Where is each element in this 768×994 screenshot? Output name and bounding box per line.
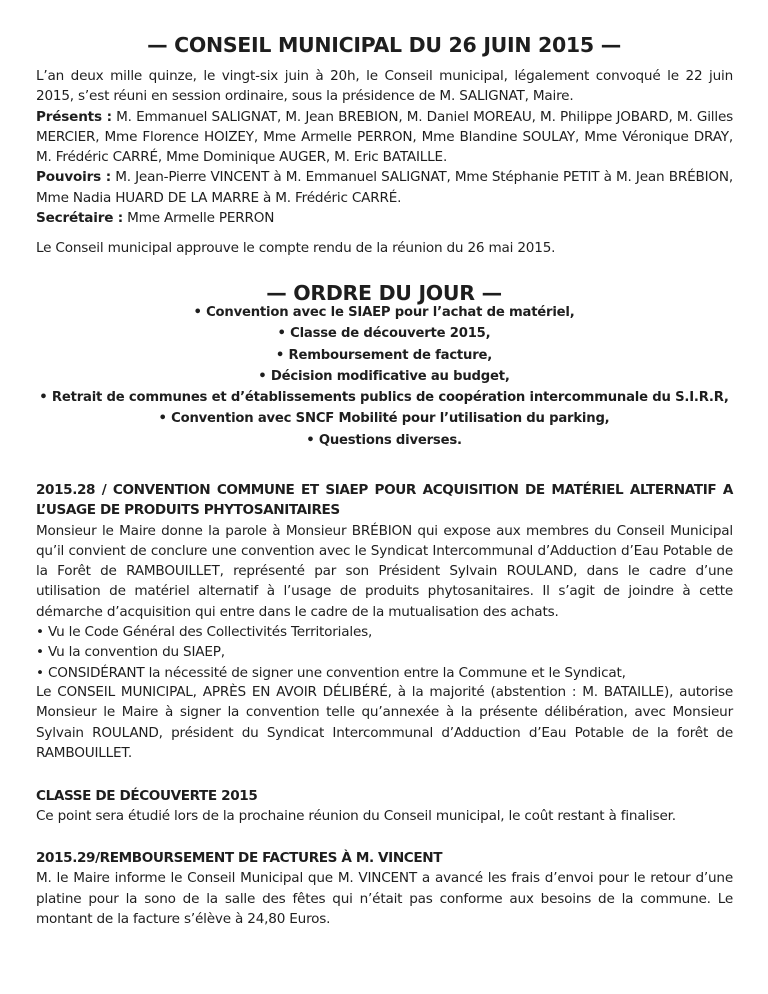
section-heading: 2015.28 / CONVENTION COMMUNE ET SIAEP POUR ACQUISITION DE MATÉRIEL ALTERNATIF A L’USAGE DE PRODUITS PHYTOSANITAIRES (36, 482, 733, 519)
agenda-item: • Retrait de communes et d’établissements publics de coopération intercommunale du S.I.R.R, (39, 390, 729, 406)
presents-label: Présents : (36, 108, 112, 125)
presents-paragraph (36, 107, 733, 168)
consideration-item: • Vu le Code Général des Collectivités Territoriales, (36, 622, 733, 642)
approval-statement: Le Conseil municipal approuve le compte rendu de la réunion du 26 mai 2015. (36, 240, 556, 256)
section-remboursement (36, 848, 733, 929)
intro-opening: L’an deux mille quinze, le vingt-six juin à 20h, le Conseil municipal, légalement convoqué le 22 juin 2015, s’est réuni en session ordinaire, sous la présidence de M. SALIGNAT, Maire. (36, 68, 733, 105)
presents-text: M. Emmanuel SALIGNAT, M. Jean BREBION, M. Daniel MOREAU, M. Philippe JOBARD, M. Gilles MERCIER, Mme Florence HOIZEY, Mme Armelle PERRON, Mme Blandine SOULAY, Mme Véronique DRAY, M. Frédéric CARRÉ, Mme Dominique AUGER, M. Eric BATAILLE. (36, 108, 733, 166)
agenda-list (0, 302, 768, 451)
section-body: Ce point sera étudié lors de la prochaine réunion du Conseil municipal, le coût restant à finaliser. (36, 808, 676, 825)
section-siaep-convention (36, 480, 733, 683)
section-heading: 2015.29/REMBOURSEMENT DE FACTURES À M. VINCENT (36, 850, 443, 866)
section-body: Monsieur le Maire donne la parole à Monsieur BRÉBION qui expose aux membres du Conseil Municipal qu’il convient de conclure une convention avec le Syndicat Intercommunal d’Adduction d’Eau Potable de la Forêt de RAMBOUILLET, représenté par son Président Sylvain ROULAND, dans le cadre d’une utilisation de matériel alternatif à l’usage de produits phytosanitaires. Il s’agit de joindre à cette démarche d’acquisition qui entre dans le cadre de la mutualisation des achats. (36, 522, 733, 620)
consideration-item: • CONSIDÉRANT la nécessité de signer une convention entre la Commune et le Syndicat, (36, 663, 733, 683)
page-title: — CONSEIL MUNICIPAL DU 26 JUIN 2015 — (147, 33, 621, 57)
agenda-item: • Questions diverses. (306, 432, 462, 448)
section-classe-decouverte (36, 786, 733, 827)
considerations-list (36, 622, 733, 683)
secretaire-label: Secrétaire : (36, 210, 124, 227)
meeting-intro (36, 66, 733, 228)
consideration-item: • Vu la convention du SIAEP, (36, 642, 733, 662)
agenda-item: • Classe de découverte 2015, (277, 326, 491, 342)
agenda-title: — ORDRE DU JOUR — (266, 281, 502, 305)
agenda-item: • Convention avec le SIAEP pour l’achat de matériel, (193, 305, 575, 320)
agenda-item: • Convention avec SNCF Mobilité pour l’utilisation du parking, (158, 411, 610, 427)
pouvoirs-label: Pouvoirs : (36, 169, 111, 186)
pouvoirs-text: M. Jean-Pierre VINCENT à M. Emmanuel SALIGNAT, Mme Stéphanie PETIT à M. Jean BRÉBION, Mme Nadia HUARD DE LA MARRE à M. Frédéric CARRÉ. (36, 169, 733, 206)
council-decision: Le CONSEIL MUNICIPAL, APRÈS EN AVOIR DÉLIBÉRÉ, à la majorité (abstention : M. BATAILLE), autorise Monsieur le Maire à signer la convention telle qu’annexée à la présente délibération, avec Monsieur Sylvain ROULAND, président du Syndicat Intercommunal d’Adduction d’Eau Potable de la forêt de RAMBOUILLET. (36, 684, 733, 761)
pouvoirs-paragraph (36, 167, 733, 208)
agenda-item: • Remboursement de facture, (275, 347, 493, 363)
section-body: M. le Maire informe le Conseil Municipal que M. VINCENT a avancé les frais d’envoi pour le retour d’une platine pour la sono de la salle des fêtes qui n’était pas conforme aux besoins de la commune. Le montant de la facture s’élève à 24,80 Euros. (36, 870, 733, 927)
section-heading: CLASSE DE DÉCOUVERTE 2015 (36, 788, 258, 804)
agenda-item: • Décision modificative au budget, (258, 368, 510, 384)
secretaire-paragraph (36, 208, 733, 228)
secretaire-text: Mme Armelle PERRON (127, 210, 275, 227)
